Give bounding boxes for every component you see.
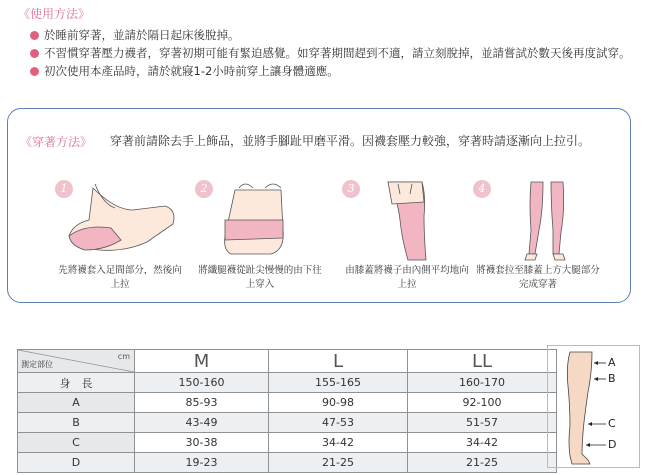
- usage-bullet: 不習慣穿著壓力襪者，穿著初期可能有緊迫感覺。如穿著期間趕到不適，請立刻脫掉，並請嘗試於數天後再度試穿。: [30, 45, 642, 61]
- table-cell: 85-93: [135, 393, 269, 413]
- table-cell: 150-160: [135, 373, 269, 393]
- table-cell: 19-23: [135, 453, 269, 473]
- table-cell: 47-53: [269, 413, 408, 433]
- table-cell: 34-42: [269, 433, 408, 453]
- row-label: 身 長: [18, 373, 135, 393]
- usage-bullet: 於睡前穿著，並請於隔日起床後脫掉。: [30, 27, 642, 43]
- step-3-leg-illustration: [342, 180, 472, 264]
- usage-title: 《使用方法》: [18, 7, 91, 21]
- table-cell: 43-49: [135, 413, 269, 433]
- step-1-foot-illustration: [55, 180, 185, 264]
- bullet-dot-icon: [30, 31, 39, 40]
- size-header-row: [18, 350, 557, 373]
- diagram-label-d: D: [608, 438, 617, 451]
- step-caption: 將襪套拉至膝蓋上方大腿部分完成穿著: [476, 265, 600, 290]
- row-label: A: [18, 393, 135, 413]
- table-row-d: [18, 453, 557, 473]
- table-cell: 21-25: [408, 453, 557, 473]
- row-label: D: [18, 453, 135, 473]
- leg-measurement-diagram: [547, 345, 640, 468]
- diagram-label-b: B: [608, 372, 616, 385]
- step-number-badge: 3: [342, 180, 360, 198]
- table-cell: 51-57: [408, 413, 557, 433]
- table-row-height: [18, 373, 557, 393]
- table-cell: 160-170: [408, 373, 557, 393]
- table-cell: 155-165: [269, 373, 408, 393]
- table-cell: 34-42: [408, 433, 557, 453]
- table-row-a: [18, 393, 557, 413]
- table-row-b: [18, 413, 557, 433]
- corner-header: [18, 350, 135, 373]
- step-number-badge: 1: [55, 180, 73, 198]
- size-header-l: L: [269, 350, 408, 373]
- usage-list: [30, 27, 642, 81]
- leg-silhouette-icon: [548, 346, 641, 469]
- wearing-description: 穿著前請除去手上飾品，並將手腳趾甲磨平滑。因襪套壓力較強，穿著時請逐漸向上拉引。: [110, 134, 591, 148]
- bullet-dot-icon: [30, 67, 39, 76]
- wearing-title: 《穿著方法》: [20, 135, 93, 149]
- table-cell: 30-38: [135, 433, 269, 453]
- table-row-c: [18, 433, 557, 453]
- step-number-badge: 4: [473, 180, 491, 198]
- step-1: [55, 180, 185, 290]
- size-table: [17, 349, 557, 473]
- step-4: [473, 180, 603, 290]
- step-2: [195, 180, 325, 290]
- usage-bullet: 初次使用本產品時，請於就寢1-2小時前穿上讓身體適應。: [30, 63, 642, 79]
- step-caption: 由膝蓋將襪子由內側平均地向上拉: [345, 265, 469, 290]
- step-4-legs-illustration: [473, 180, 603, 264]
- diagram-label-c: C: [608, 417, 616, 430]
- diagram-label-a: A: [608, 356, 616, 369]
- size-header-m: M: [135, 350, 269, 373]
- step-number-badge: 2: [195, 180, 213, 198]
- measure-label: 測定部位: [21, 360, 53, 369]
- table-cell: 21-25: [269, 453, 408, 473]
- table-cell: 90-98: [269, 393, 408, 413]
- row-label: B: [18, 413, 135, 433]
- bullet-dot-icon: [30, 49, 39, 58]
- step-caption: 先將襪套入足間部分，然後向上拉: [58, 265, 182, 290]
- step-3: [342, 180, 472, 290]
- table-cell: 92-100: [408, 393, 557, 413]
- row-label: C: [18, 433, 135, 453]
- step-2-foot-illustration: [195, 180, 325, 264]
- size-header-ll: LL: [408, 350, 557, 373]
- unit-label: cm: [117, 352, 130, 361]
- step-caption: 將纖腿襪從趾尖慢慢的由下往上穿入: [198, 265, 322, 290]
